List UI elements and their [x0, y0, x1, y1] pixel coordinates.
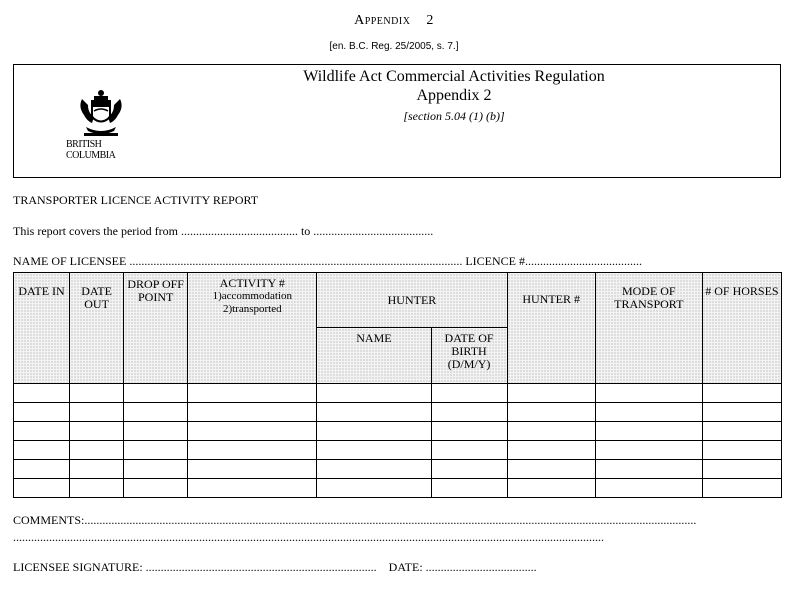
col-header-activity: ACTIVITY # 1)accommodation 2)transported: [188, 273, 317, 384]
regulation-title-line2: Appendix 2: [416, 87, 492, 104]
cell[interactable]: [317, 384, 431, 403]
cell[interactable]: [431, 441, 507, 460]
col-header-hunter: HUNTER: [317, 273, 507, 328]
cell[interactable]: [702, 460, 781, 479]
cell[interactable]: [702, 384, 781, 403]
cell[interactable]: [124, 460, 188, 479]
table-row: [14, 422, 782, 441]
cell[interactable]: [507, 384, 595, 403]
cell[interactable]: [70, 403, 124, 422]
cell[interactable]: [507, 403, 595, 422]
header-box: [13, 64, 781, 178]
cell[interactable]: [14, 422, 70, 441]
table-row: [14, 441, 782, 460]
cell[interactable]: [702, 441, 781, 460]
appendix-label: Appendix: [354, 13, 411, 28]
comments-field[interactable]: ............................................................................................................................................................................................................: [84, 513, 697, 527]
cell[interactable]: [507, 441, 595, 460]
activity-table: [13, 272, 782, 498]
col-header-horses: # OF HORSES: [702, 273, 781, 384]
cell[interactable]: [702, 479, 781, 498]
activity-option-2: 2)transported: [222, 303, 282, 315]
cell[interactable]: [14, 460, 70, 479]
activity-option-1: 1)accommodation: [212, 290, 292, 302]
bc-coat-of-arms-icon: [72, 87, 130, 145]
licence-label: LICENCE #: [465, 254, 526, 268]
cell[interactable]: [188, 479, 317, 498]
table-row: [14, 384, 782, 403]
appendix-number: 2: [426, 13, 434, 28]
cell[interactable]: [188, 441, 317, 460]
licensee-line: [13, 254, 642, 269]
logo-line-columbia: COLUMBIA: [66, 150, 116, 161]
cell[interactable]: [188, 403, 317, 422]
comments-line-2: [13, 530, 718, 545]
cell[interactable]: [595, 422, 702, 441]
period-from-field[interactable]: .......................................: [180, 224, 298, 238]
comments-line: [13, 513, 788, 528]
licensee-field[interactable]: ...............................................................................................................: [129, 254, 463, 268]
regulation-reference: [en. B.C. Reg. 25/2005, s. 7.]: [329, 41, 459, 52]
cell[interactable]: [595, 403, 702, 422]
signature-field[interactable]: .............................................................................: [145, 560, 377, 574]
cell[interactable]: [595, 441, 702, 460]
cell[interactable]: [70, 479, 124, 498]
cell[interactable]: [702, 422, 781, 441]
cell[interactable]: [124, 441, 188, 460]
cell[interactable]: [14, 384, 70, 403]
signature-line: [13, 560, 537, 575]
table-row: [14, 460, 782, 479]
cell[interactable]: [595, 479, 702, 498]
cell[interactable]: [595, 460, 702, 479]
cell[interactable]: [507, 422, 595, 441]
col-header-hunter-name: NAME: [317, 328, 431, 384]
cell[interactable]: [188, 460, 317, 479]
cell[interactable]: [431, 479, 507, 498]
period-to-field[interactable]: ........................................: [313, 224, 434, 238]
cell[interactable]: [124, 403, 188, 422]
cell[interactable]: [431, 422, 507, 441]
licensee-label: NAME OF LICENSEE: [13, 254, 127, 268]
table-row: [14, 479, 782, 498]
col-header-drop-off: DROP OFF POINT: [124, 273, 188, 384]
cell[interactable]: [124, 479, 188, 498]
cell[interactable]: [431, 403, 507, 422]
cell[interactable]: [14, 479, 70, 498]
section-reference: [section 5.04 (1) (b)]: [403, 109, 505, 123]
regulation-title: [214, 67, 694, 105]
cell[interactable]: [317, 403, 431, 422]
cell[interactable]: [70, 460, 124, 479]
col-header-hunter-number: HUNTER #: [507, 273, 595, 384]
logo-line-british: BRITISH: [66, 139, 102, 150]
cell[interactable]: [70, 384, 124, 403]
appendix-heading: [0, 13, 788, 29]
regulation-title-line1: Wildlife Act Commercial Activities Regulation: [303, 68, 605, 85]
date-field[interactable]: .....................................: [425, 560, 537, 574]
period-label: This report covers the period from: [13, 224, 178, 238]
cell[interactable]: [188, 422, 317, 441]
cell[interactable]: [431, 460, 507, 479]
col-header-mode-of-transport: MODE OF TRANSPORT: [595, 273, 702, 384]
cell[interactable]: [507, 479, 595, 498]
period-line: [13, 224, 433, 239]
bc-logo: [66, 139, 115, 161]
cell[interactable]: [14, 441, 70, 460]
cell[interactable]: [317, 441, 431, 460]
date-label: DATE:: [388, 560, 423, 574]
table-row: [14, 403, 782, 422]
cell[interactable]: [507, 460, 595, 479]
col-header-date-in: DATE IN: [14, 273, 70, 384]
cell[interactable]: [317, 479, 431, 498]
col-header-hunter-dob: DATE OF BIRTH (D/M/Y): [431, 328, 507, 384]
comments-field-2[interactable]: .....................................................................................................................................................................................................: [13, 530, 604, 544]
cell[interactable]: [317, 460, 431, 479]
cell[interactable]: [70, 441, 124, 460]
licence-field[interactable]: .......................................: [525, 254, 643, 268]
cell[interactable]: [702, 403, 781, 422]
cell[interactable]: [431, 384, 507, 403]
cell[interactable]: [317, 422, 431, 441]
cell[interactable]: [14, 403, 70, 422]
cell[interactable]: [124, 384, 188, 403]
cell[interactable]: [188, 384, 317, 403]
cell[interactable]: [124, 422, 188, 441]
report-title: TRANSPORTER LICENCE ACTIVITY REPORT: [13, 193, 259, 207]
comments-label: COMMENTS:: [13, 513, 85, 527]
signature-label: LICENSEE SIGNATURE:: [13, 560, 143, 574]
cell[interactable]: [595, 384, 702, 403]
cell[interactable]: [70, 422, 124, 441]
col-header-date-out: DATE OUT: [70, 273, 124, 384]
period-to-label: to: [300, 224, 311, 238]
